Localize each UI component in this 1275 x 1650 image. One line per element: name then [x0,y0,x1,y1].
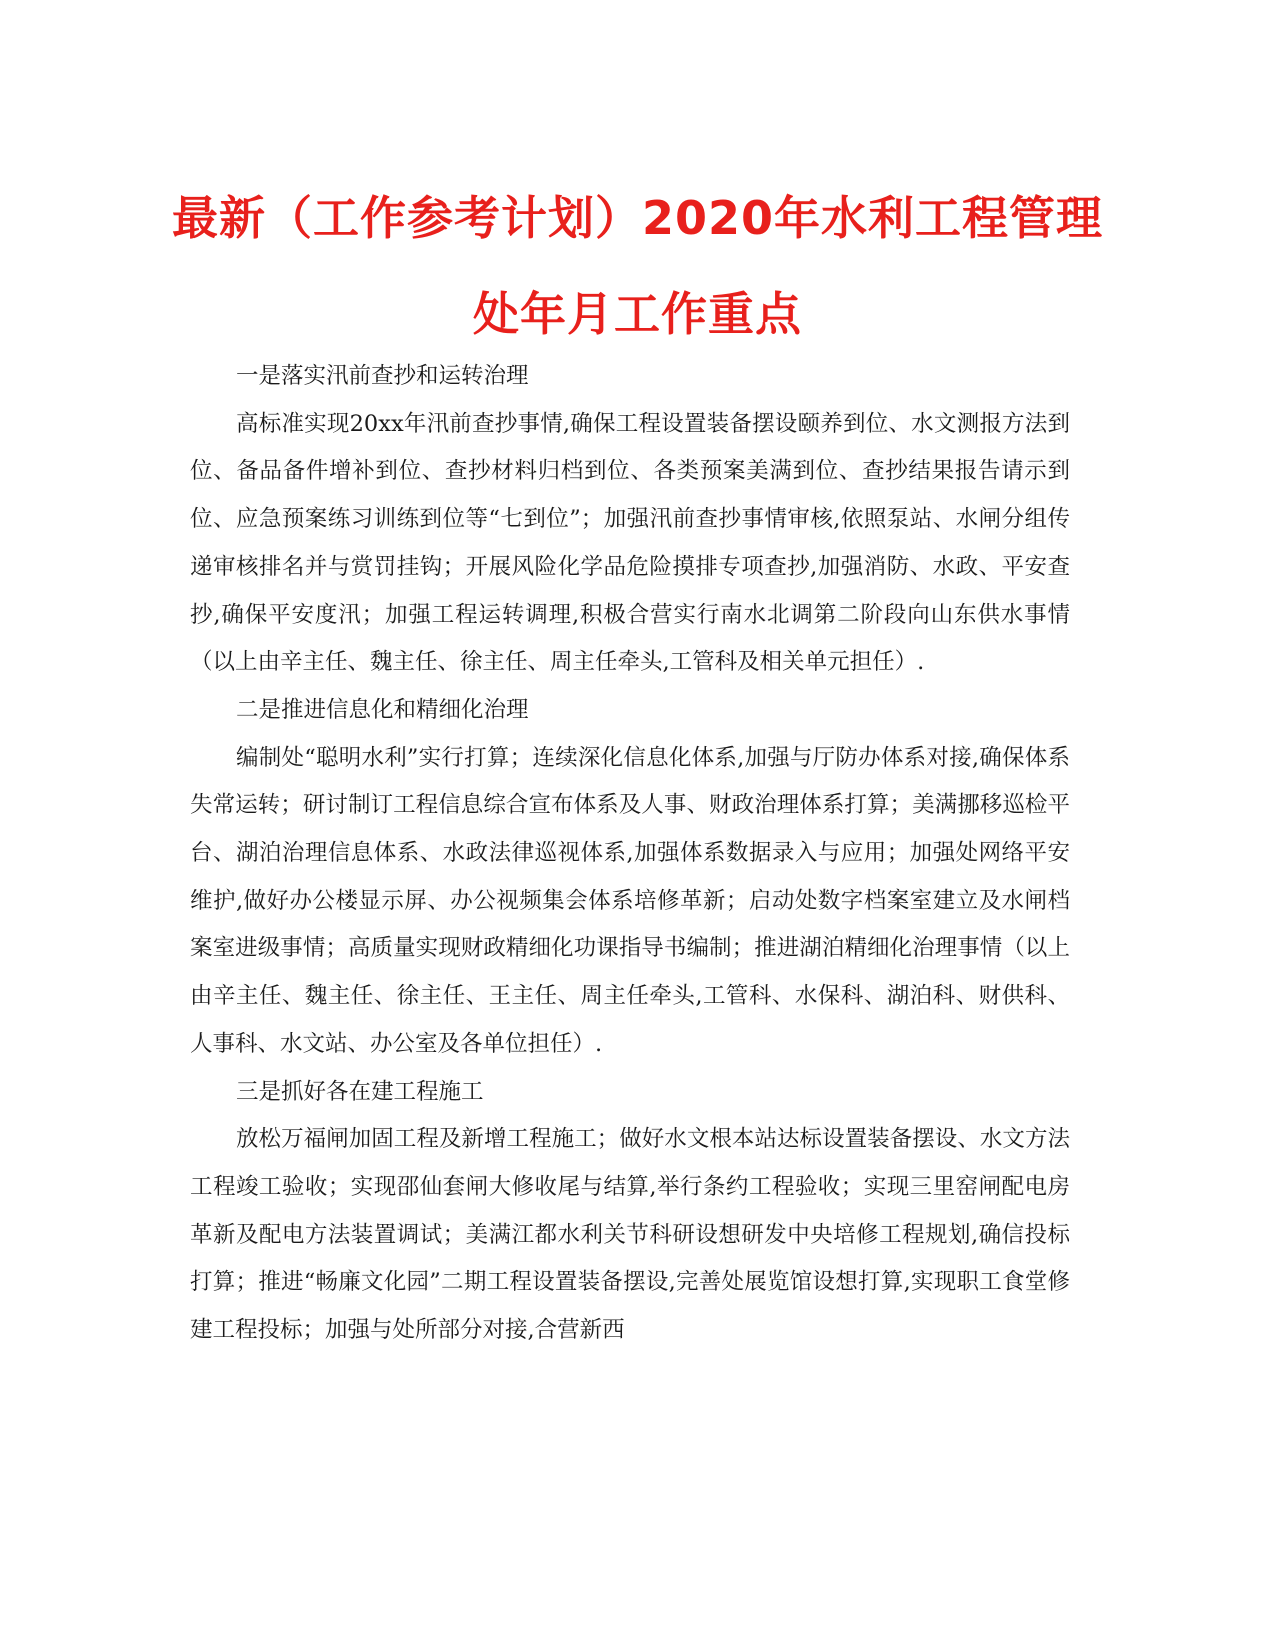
document-body [190,353,1070,1355]
document-title: 最新（工作参考计划）2020年水利工程管理处年月工作重点 [171,191,1104,341]
section-paragraph-1: 高标准实现20xx年汛前查抄事情,确保工程设置装备摆设颐养到位、水文测报方法到位、备品备件增补到位、查抄材料归档到位、各类预案美满到位、查抄结果报告请示到位、应急预案练习训练到位等“七到位”；加强汛前查抄事情审核,依照泵站、水闸分组传递审核排名并与赏罚挂钩；开展风险化学品危险摸排专项查抄,加强消防、水政、平安查抄,确保平安度汛；加强工程运转调理,积极合营实行南水北调第二阶段向山东供水事情（以上由辛主任、魏主任、徐主任、周主任牵头,工管科及相关单元担任）. [190,410,1070,676]
section-heading-1: 一是落实汛前查抄和运转治理 [236,363,529,389]
section-paragraph-2: 编制处“聪明水利”实行打算；连续深化信息化体系,加强与厅防办体系对接,确保体系失常运转；研讨制订工程信息综合宣布体系及人事、财政治理体系打算；美满挪移巡检平台、湖泊治理信息体系、水政法律巡视体系,加强体系数据录入与应用；加强处网络平安维护,做好办公楼显示屏、办公视频集会体系培修革新；启动处数字档案室建立及水闸档案室进级事情；高质量实现财政精细化功课指导书编制；推进湖泊精细化治理事情（以上由辛主任、魏主任、徐主任、王主任、周主任牵头,工管科、水保科、湖泊科、财供科、人事科、水文站、办公室及各单位担任）. [190,744,1070,1057]
section-heading-2: 二是推进信息化和精细化治理 [236,696,529,723]
section-paragraph-3: 放松万福闸加固工程及新增工程施工；做好水文根本站达标设置装备摆设、水文方法工程竣工验收；实现邵仙套闸大修收尾与结算,举行条约工程验收；实现三里窑闸配电房革新及配电方法装置调试；美满江都水利关节科研设想研发中央培修工程规划,确信投标打算；推进“畅廉文化园”二期工程设置装备摆设,完善处展览馆设想打算,实现职工食堂修建工程投标；加强与处所部分对接,合营新西 [190,1126,1070,1344]
section-heading-3: 三是抓好各在建工程施工 [236,1078,484,1105]
